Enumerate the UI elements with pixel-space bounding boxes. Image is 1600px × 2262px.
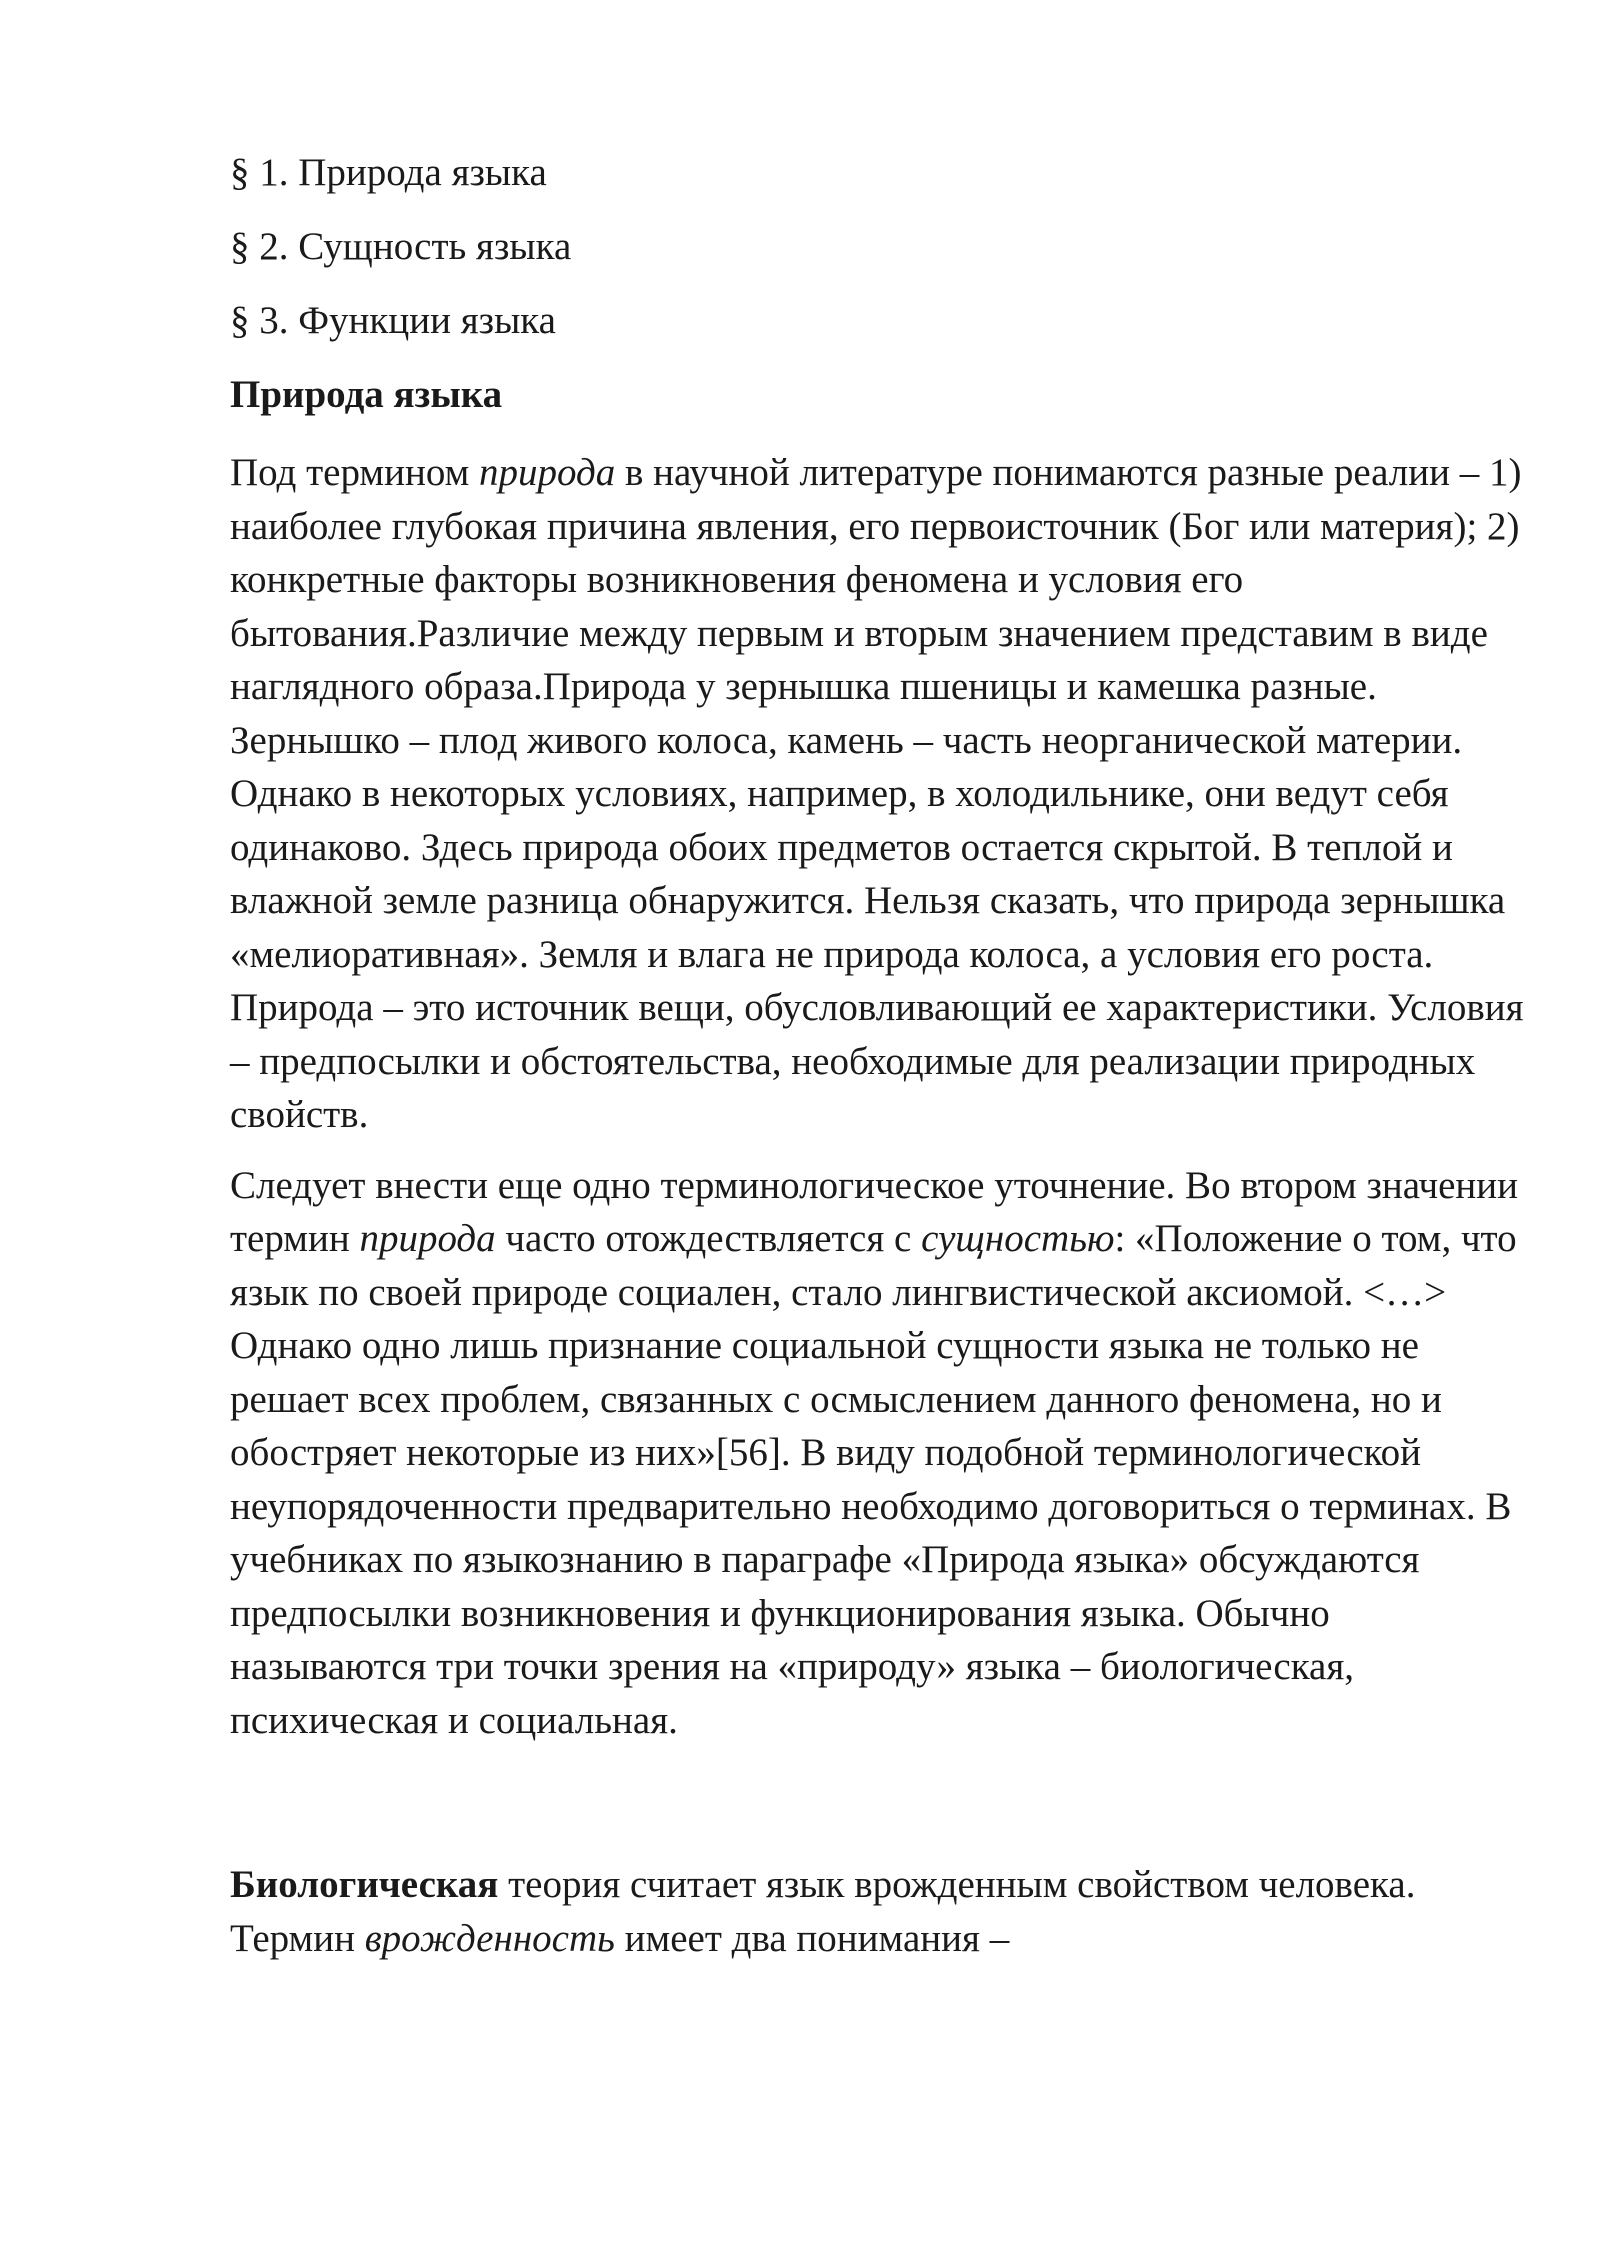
toc-item-1: § 1. Природа языка	[230, 151, 547, 194]
paragraph-1-text-b: в научной литературе понимаются разные реалии – 1) наиболее глубокая причина явления, его первоисточник (Бог или материя); 2) конкретные факторы возникновения феномена и условия его бытования.Различие между первым и вторым значением представим в виде наглядного образа.Природа у зернышка пшеницы и камешка разные. Зернышко – плод живого колоса, камень – часть неорганической материи. Однако в некоторых условиях, например, в холодильнике, они ведут себя одинаково. Здесь природа обоих предметов остается скрытой. В теплой и влажной земле разница обнаружится. Нельзя сказать, что природа зернышка «мелиоративная». Земля и влага не природа колоса, а условия его роста. Природа – это источник вещи, обусловливающий ее характеристики. Условия – предпосылки и обстоятельства, необходимые для реализации природных свойств.	[230, 451, 1524, 1136]
paragraph-2-text-c: : «Положение о том, что язык по своей природе социален, стало лингвистической аксиомой. <…> Однако одно лишь признание социальной сущности языка не только не решает всех проблем, связанных с осмыслением данного феномена, но и обостряет некоторые из них»[56]. В виду подобной терминологической неупорядоченности предварительно необходимо договориться о терминах. В учебниках по языкознанию в параграфе «Природа языка» обсуждаются предпосылки возникновения и функционирования языка. Обычно называются три точки зрения на «природу» языка – биологическая, психическая и социальная.	[230, 1217, 1517, 1742]
paragraph-1-text-a: Под термином	[230, 451, 480, 494]
toc-item-2: § 2. Сущность языка	[230, 225, 572, 268]
paragraph-2-term-priroda: природа	[359, 1217, 496, 1260]
paragraph-spacer	[230, 1764, 1530, 1858]
toc-item-3: § 3. Функции языка	[230, 299, 556, 342]
paragraph-3	[230, 1858, 1530, 1965]
paragraph-2	[230, 1159, 1530, 1748]
paragraph-2-text-b: часто отождествляется с	[495, 1217, 922, 1260]
paragraph-3-text-b: имеет два понимания –	[614, 1916, 1010, 1960]
paragraph-1-term-priroda: природа	[479, 451, 616, 494]
paragraph-1	[230, 446, 1530, 1142]
section-heading: Природа языка	[230, 373, 503, 416]
document-page	[230, 150, 1530, 1982]
paragraph-2-text-a: Следует внести еще одно терминологическое уточнение. Во втором значении термин	[230, 1163, 1519, 1260]
paragraph-2-term-sushchnost: сущностью	[921, 1217, 1115, 1260]
paragraph-3-text-a: теория считает язык врожденным свойством человека. Термин	[230, 1863, 1416, 1960]
paragraph-3-term-vrozhdennost: врожденность	[364, 1916, 615, 1960]
paragraph-3-bold-term: Биологическая	[230, 1863, 499, 1906]
